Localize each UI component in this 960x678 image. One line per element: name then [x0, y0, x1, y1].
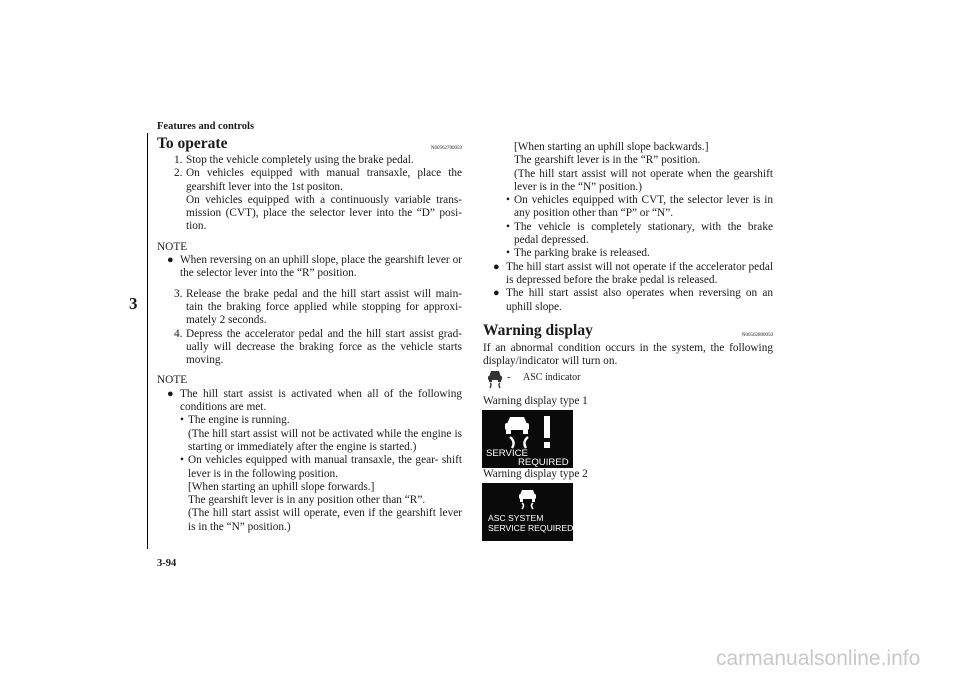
watermark: carmanualsonline.info: [716, 647, 921, 670]
warning-display-type1: [482, 410, 573, 468]
chapter-divider: [147, 133, 148, 549]
section-heading-warning-display: Warning display: [483, 321, 593, 339]
heading-code: N00562800050: [741, 332, 773, 338]
right-column: [When starting an uphill slope backwards.] The gearshift lever is in the “R” position. (The hill start assist will not operate when the gearshift lever is in the “N” position.) • On vehicles equipped with CVT, the selector lever is in any position other than “P” or “N”. • The vehicle is completely stationary, with the brake pedal depressed. • The parking brake is released. ● The hill start assist will not operate if the accelerator pedal is depressed before the brake pedal is released. ● The hill start assist also operates when reversing on an uphill slope. Warning display N00562800050 If an abnormal condition occurs in the system, the following display/indicator will turn on.: [483, 141, 773, 368]
chapter-tab: 3: [129, 294, 138, 313]
note-label: NOTE: [157, 374, 188, 387]
note-bullet: ● The hill start assist will not operate if the accelerator pedal is depressed before the brake pedal is released.: [493, 260, 773, 286]
heading-code: N00562700059: [430, 146, 462, 151]
indicator-dash: -: [507, 372, 511, 383]
warning-paragraph: If an abnormal condition occurs in the system, the following display/indicator will turn on.: [483, 341, 773, 368]
type2-text-service-required: SERVICE REQUIRED: [488, 523, 574, 533]
step-2: 2. On vehicles equipped with manual transaxle, place the gearshift lever into the 1st positon. On vehicles equipped with a continuously variable trans- mission (CVT), place the selector lever into the “D” posi- tion.: [174, 167, 462, 233]
step-3: 3. Release the brake pedal and the hill start assist will main- tain the braking force applied while stopping for approxi- mately 2 seconds.: [174, 287, 462, 327]
condition-item: • The vehicle is completely stationary, with the brake pedal depressed.: [506, 220, 773, 247]
left-column: [157, 135, 462, 534]
warning-display-type2: [482, 483, 573, 541]
type2-text-asc-system: ASC SYSTEM: [488, 513, 544, 523]
note-bullet: ● The hill start assist also operates when reversing on an uphill slope.: [493, 287, 773, 313]
asc-car-icon: [482, 486, 573, 510]
note-bullet: ● The hill start assist is activated when all of the following conditions are met. • The engine is running. (The hill start assist will not be activated while the engine is starting or immediately after the engine is started.) • On vehicles equipped with manual transaxle, the gear- shift lever is in the following position. [When starting an uphill slope forwards.] The gearshift lever is in any position other than “R”. (The hill start assist will operate, even if the gearshift lever is in the “N” position.): [167, 387, 462, 533]
page-number: 3-94: [157, 558, 177, 569]
condition-item: • The parking brake is released.: [506, 247, 650, 260]
section-heading-to-operate: To operate: [157, 135, 228, 152]
section-title: Features and controls: [157, 121, 255, 132]
warning-type2-label: Warning display type 2: [483, 468, 588, 480]
note-bullet: ● When reversing on an uphill slope, place the gearshift lever or the selector lever into the “R” position.: [167, 254, 462, 280]
warning-type1-label: Warning display type 1: [483, 395, 588, 407]
asc-indicator-label: ASC indicator: [523, 372, 581, 383]
condition-item: • On vehicles equipped with CVT, the selector lever is in any position other than “P” or “N”.: [506, 194, 773, 220]
step-1: 1. Stop the vehicle completely using the brake pedal.: [174, 154, 414, 166]
asc-indicator-icon: [485, 367, 505, 389]
type1-text-required: REQUIRED: [518, 457, 569, 468]
step-4: 4. Depress the accelerator pedal and the hill start assist grad- ually will decrease the braking force as the vehicle starts moving.: [174, 327, 462, 367]
note-label: NOTE: [157, 240, 188, 253]
type1-text-service: SERVICE: [486, 448, 528, 459]
condition-item: • On vehicles equipped with manual transaxle, the gear- shift lever is in the following position.: [180, 454, 462, 480]
condition-item: • The engine is running.: [180, 414, 290, 427]
